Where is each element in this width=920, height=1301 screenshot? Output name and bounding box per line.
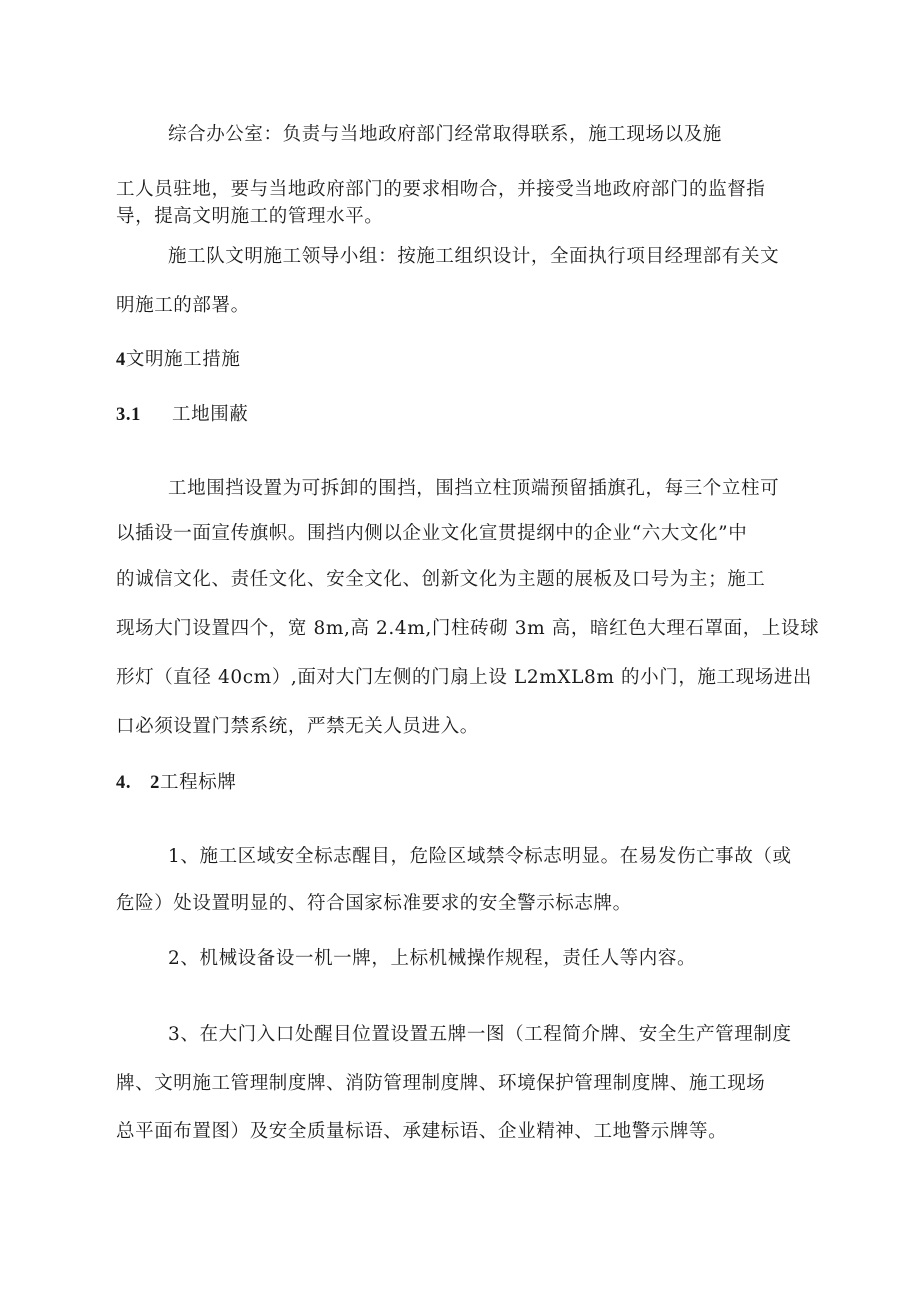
paragraph-line: 口必须设置门禁系统，严禁无关人员进入。 bbox=[116, 716, 479, 737]
paragraph-line: 施工队文明施工领导小组：按施工组织设计，全面执行项目经理部有关文 bbox=[168, 246, 780, 267]
section-title: 工地围蔽 bbox=[172, 404, 249, 425]
paragraph-line: 工人员驻地，要与当地政府部门的要求相吻合，并接受当地政府部门的监督指 bbox=[116, 179, 766, 200]
paragraph-line: 工地围挡设置为可拆卸的围挡，围挡立柱顶端预留插旗孔，每三个立柱可 bbox=[168, 478, 780, 499]
paragraph-line: 2、机械设备设一机一牌，上标机械操作规程，责任人等内容。 bbox=[168, 948, 697, 969]
section-number: 4. 2 bbox=[116, 773, 161, 793]
section-heading bbox=[116, 771, 236, 795]
section-title: 工程标牌 bbox=[160, 772, 237, 793]
section-number: 4 bbox=[116, 350, 126, 370]
section-number: 3.1 bbox=[116, 405, 141, 425]
paragraph-line: 危险）处设置明显的、符合国家标准要求的安全警示标志牌。 bbox=[116, 893, 632, 914]
section-heading bbox=[116, 403, 248, 427]
section-heading bbox=[116, 348, 240, 372]
paragraph-line: 形灯（直径 40cm）,面对大门左侧的门扇上设 L2mXL8m 的小门，施工现场进出 bbox=[116, 667, 813, 688]
paragraph-line: 以插设一面宣传旗帜。围挡内侧以企业文化宣贯提纲中的企业“六大文化”中 bbox=[116, 523, 748, 544]
paragraph-line: 总平面布置图）及安全质量标语、承建标语、企业精神、工地警示牌等。 bbox=[116, 1121, 728, 1142]
paragraph-line: 3、在大门入口处醒目位置设置五牌一图（工程简介牌、安全生产管理制度 bbox=[168, 1024, 792, 1045]
section-title: 文明施工措施 bbox=[125, 349, 241, 370]
paragraph-line: 明施工的部署。 bbox=[116, 295, 250, 316]
paragraph-line: 1、施工区域安全标志醒目，危险区域禁令标志明显。在易发伤亡事故（或 bbox=[168, 846, 792, 867]
paragraph-line: 现场大门设置四个，宽 8m,高 2.4m,门柱砖砌 3m 高，暗红色大理石罩面，上设球 bbox=[116, 618, 820, 639]
paragraph-line: 综合办公室：负责与当地政府部门经常取得联系，施工现场以及施 bbox=[168, 124, 722, 145]
paragraph-line: 的诚信文化、责任文化、安全文化、创新文化为主题的展板及口号为主；施工 bbox=[116, 569, 766, 590]
paragraph-line: 导，提高文明施工的管理水平。 bbox=[116, 206, 384, 227]
paragraph-line: 牌、文明施工管理制度牌、消防管理制度牌、环境保护管理制度牌、施工现场 bbox=[116, 1073, 766, 1094]
